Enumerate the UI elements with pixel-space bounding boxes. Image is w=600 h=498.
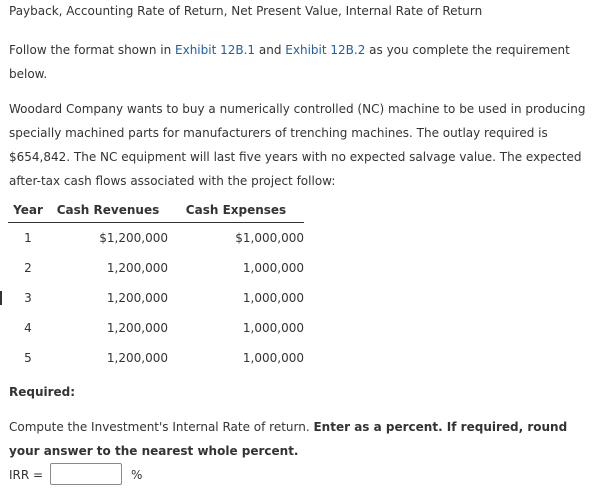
expense-cell: 1,000,000	[242, 351, 304, 365]
follow-format-text	[9, 38, 594, 86]
follow-prefix: Follow the format shown in	[9, 43, 176, 57]
expense-cell: $1,000,000	[235, 231, 304, 245]
problem-intro: Woodard Company wants to buy a numerically controlled (NC) machine to be used in producing specially machined parts for manufacturers of trenching machines. The outlay required is $654,842. The NC equipment will last five years with no expected salvage value. The expected after-tax cash flows associated with the project follow:	[9, 102, 586, 188]
revenue-cell: 1,200,000	[106, 261, 168, 275]
year-cell: 2	[24, 261, 32, 275]
table-row	[8, 313, 304, 343]
instruction-plain: Compute the Investment's Internal Rate of return.	[9, 420, 314, 434]
table-row	[8, 343, 304, 373]
header-year: Year	[8, 198, 48, 223]
year-cell: 1	[24, 231, 32, 245]
year-cell: 4	[24, 321, 32, 335]
revenue-cell: $1,200,000	[99, 231, 168, 245]
percent-unit: %	[131, 468, 143, 482]
header-cash-revenues: Cash Revenues	[48, 198, 168, 223]
exhibit-12b2-link[interactable]: Exhibit 12B.2	[285, 43, 366, 57]
cash-flow-table	[8, 198, 304, 373]
page-title: Payback, Accounting Rate of Return, Net Present Value, Internal Rate of Return	[9, 4, 483, 18]
revenue-cell: 1,200,000	[106, 351, 168, 365]
expense-cell: 1,000,000	[242, 321, 304, 335]
expense-cell: 1,000,000	[242, 291, 304, 305]
required-heading: Required:	[9, 385, 76, 399]
exhibit-12b1-link[interactable]: Exhibit 12B.1	[175, 43, 256, 57]
instruction-bold: Enter as a percent. If required, round your answer to the nearest whole percent.	[9, 420, 568, 458]
table-row	[8, 253, 304, 283]
expense-cell: 1,000,000	[242, 261, 304, 275]
table-row	[8, 283, 304, 313]
follow-middle: and	[255, 43, 286, 57]
table-row	[8, 223, 304, 254]
follow-suffix: as you complete the requirement below.	[9, 43, 570, 81]
irr-input[interactable]	[50, 463, 122, 485]
instruction-text	[9, 415, 594, 463]
year-cell: 5	[24, 351, 32, 365]
edge-marker	[0, 291, 2, 305]
revenue-cell: 1,200,000	[106, 321, 168, 335]
year-cell: 3	[24, 291, 32, 305]
table-header-row	[8, 198, 304, 223]
revenue-cell: 1,200,000	[106, 291, 168, 305]
irr-label: IRR =	[9, 468, 44, 482]
header-cash-expenses: Cash Expenses	[168, 198, 304, 223]
